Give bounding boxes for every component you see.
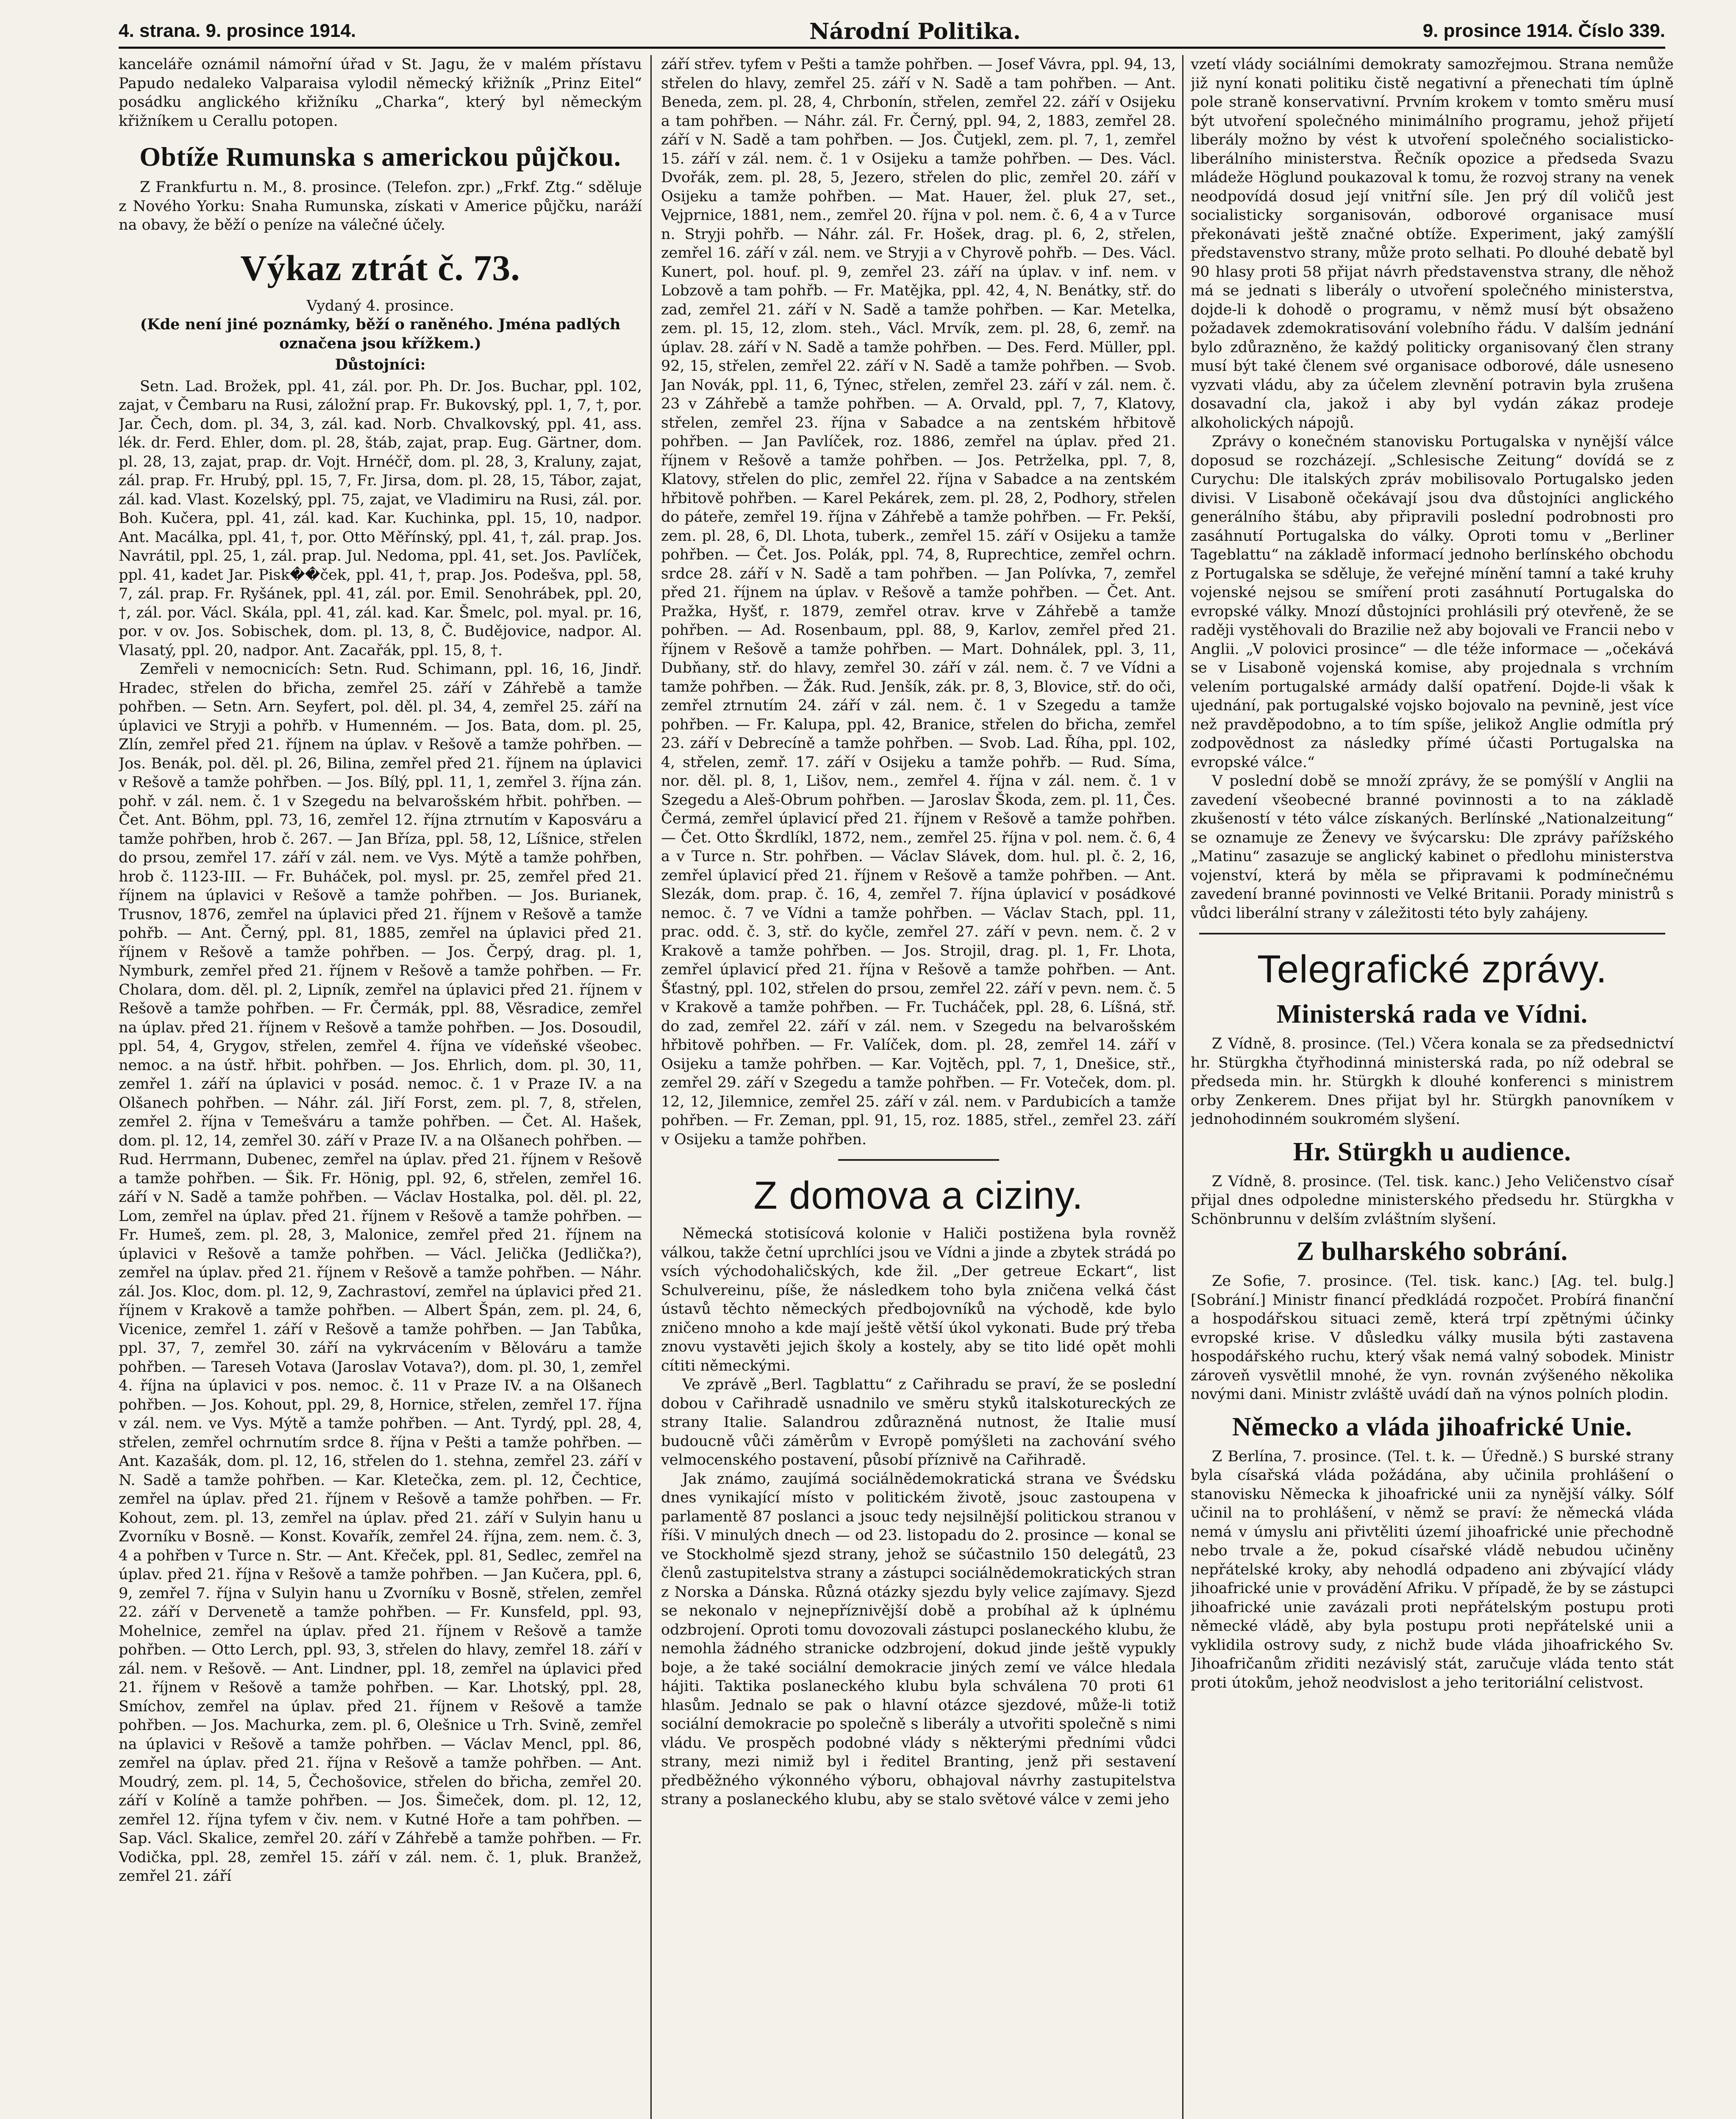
article-paragraph: V poslední době se množí zprávy, že se pomýšlí v Anglii na zavedení všeobecné branné povinnosti a to na základě zkušeností v této válce získaných. Berlínské „Nationalzeitung“ se oznamuje ze Ženevy ve švýcarsku: Dle zprávy pařížského „Matinu“ zasazuje se anglický kabinet o předlohu ministerstva vojenství, která by měla se připravami k podmínečnému zavedení branné povinnosti ve Velké Britanii. Porady ministrů s vůdci liberální strany v záležitosti této byly zahájeny. <box>1191 773 1674 922</box>
article-paragraph: kanceláře oznámil námořní úřad v St. Jagu, že v malém přístavu Papudo nedaleko Valparaisa vylodil německý křižník „Prinz Eitel“ posádku anglického křižníku „Charka“, který byl německým křižníkem u Cerallu potopen. <box>119 56 642 130</box>
article-paragraph: Z Frankfurtu n. M., 8. prosince. (Telefon. zpr.) „Frkf. Ztg.“ sděluje z Nového Yorku: Snaha Rumunska, získati v Americe půjčku, naráží na obavy, že běží o peníze na válečné účely. <box>119 179 642 234</box>
masthead-title: Národní Politika. <box>809 19 1021 44</box>
section-divider <box>838 1159 999 1161</box>
article-heading: Obtíže Rumunska s americkou půjčkou. <box>139 142 621 172</box>
article-paragraph: září střev. tyfem v Pešti a tamže pohřben. — Josef Vávra, ppl. 94, 13, střelen do hlavy, zemřel 25. září v N. Sadě a tam pohřben. — Ant. Beneda, zem. pl. 28, 4, Chrbonín, střelen, zemřel 22. září v Osijeku a tam pohřben. — Náhr. zál. Fr. Černý, ppl. 94, 2, 1883, zemřel 28. září v N. Sadě a tam pohřben. — Jos. Čutjekl, zem. pl. 7, 1, zemřel 15. září v zál. nem. č. 1 v Osijeku a tamže pohřben. — Des. Václ. Dvořák, zem. pl. 28, 5, Jezero, střelen do plic, zemřel 20. září v Osijeku a tamže pohřben. — Mat. Hauer, žel. pluk 27, set., Vejprnice, 1881, nem., zemřel 20. října v pol. nem. č. 6, 4 a v Turce n. Stryji pohřb. — Náhr. zál. Fr. Hošek, drag. pl. 6, 2, střelen, zemřel 16. září v zál. nem. ve Stryji a v Chyrově pohřb. — Des. Václ. Kunert, pol. houf. pl. 9, zemřel 23. září na úplav. v inf. nem. v Lobzově a tam pohřb. — Fr. Matějka, ppl. 42, 4, N. Benátky, stř. do zad, zemřel 21. září v N. Sadě a tamže pohřben. — Kar. Metelka, zem. pl. 15, 12, zlom. steh., Václ. Mrvík, zem. pl. 28, 6, zemř. na úplav. 28. září v N. Sadě a tamže pohřben. — Des. Ferd. Müller, ppl. 92, 15, střelen, zemřel 22. září v N. Sadě a tamže pohřben. — Svob. Jan Novák, ppl. 11, 6, Týnec, střelen, zemřel 23. září v zál. nem. č. 23 v Záhřebě a tamže pohřben. — A. Orvald, ppl. 7, 7, Klatovy, střelen, zemřel 23. října v Sabadce a na zentském hřbitově pohřben. — Jan Pavlíček, roz. 1886, zemřel na úplav. před 21. říjnem v Rešově a tamže pohřben. — Jos. Petrželka, ppl. 7, 8, Klatovy, střelen do plic, zemřel 22. října v Sabadce a na zentském hřbitově pohřben. — Karel Pekárek, zem. pl. 28, 2, Podhory, střelen do páteře, zemřel 19. října v Záhřebě a tamže pohřben. — Fr. Pekší, zem. pl. 28, 6, Dl. Lhota, tuberk., zemřel 15. září v Osijeku a tamže pohřben. — Čet. Jos. Polák, ppl. 74, 8, Ruprechtice, zemřel ochrn. srdce 28. září v N. Sadě a tam pohřben. — Jan Polívka, 7, zemřel před 21. říjnem na úplav. v Rešově a tamže pohřben. — Čet. Ant. Pražka, Hyšť, r. 1879, zemřel otrav. krve v Záhřebě a tamže pohřben. — Ad. Rosenbaum, ppl. 88, 9, Karlov, zemřel před 21. říjnem v Rešově a tamže pohřben. — Mart. Dohnálek, ppl. 3, 11, Dubňany, stř. do hlavy, zemřel 30. září v zál. nem. č. 7 ve Vídni a tamže pohřben. — Žák. Rud. Jenšík, zák. pr. 8, 3, Blovice, stř. do oči, zemřel ztrnutím 24. září v zál. nem. č. 1 v Szegedu a tamže pohřben. — Fr. Kalupa, ppl. 42, Branice, střelen do břicha, zemřel 23. září v Debrecíně a tamže pohřben. — Svob. Lad. Říha, ppl. 102, 4, střelen, zemř. 17. září v Osijeku a tamže pohřb. — Rud. Síma, nor. děl. pl. 8, 1, Lišov, nem., zemřel 4. října v zál. nem. č. 1 v Szegedu a Aleš-Obrum pohřben. — Jaroslav Škoda, zem. pl. 11, Čes. Čermá, zemřel úplavicí před 21. říjnem v Rešově a tamže pohřben. — Čet. Otto Škrdlíkl, 1872, nem., zemřel 25. října v pol. nem. č. 6, 4 a v Turce n. Str. pohřben. — Václav Slávek, dom. hul. pl. č. 2, 16, zemřel úplavicí před 21. říjnem v Rešově a tamže pohřben. — Ant. Slezák, dom. prap. č. 16, 4, zemřel 7. října úplavicí v posádkové nemoc. č. 7 ve Vídni a tamže pohřben. — Václav Stach, ppl. 11, prac. odd. č. 3, stř. do kyčle, zemřel 27. září v pevn. nem. č. 2 v Krakově a tamže pohřben. — Jos. Strojil, drag. pl. 1, Fr. Lhota, zemřel úplavicí před 21. října v Rešově a tamže pohřben. — Ant. Šťastný, ppl. 102, střelen do prsou, zemřel 22. září v pevn. nem. č. 5 v Krakově a tamže pohřben. — Fr. Tucháček, ppl. 28, 6. Líšná, stř. do zad, zemřel 22. září v zál. nem. v Szegedu na belvarošském hřbitově pohřben. — Fr. Valíček, dom. pl. 28, zemřel 14. září v Osijeku a tamže pohřben. — Kar. Vojtěch, ppl. 7, 1, Dnešice, stř., zemřel 29. září v Szegedu a tamže pohřben. — Fr. Voteček, dom. pl. 12, 12, Jilemnice, zemřel 25. září v zál. nem. v Pardubicích a tamže pohřben. — Fr. Zeman, ppl. 91, 15, roz. 1885, střel., zemřel 23. září v Osijeku a tamže pohřben. <box>661 56 1176 1148</box>
article-heading: Ministerská rada ve Vídni. <box>1276 1000 1588 1029</box>
section-label: Důstojníci: <box>335 356 426 373</box>
article-paragraph: Ve zprávě „Berl. Tagblattu“ z Cařihradu se praví, že se poslední dobou v Cařihradě usnadnilo ve směru styků italskotureckých ze strany Italie. Salandrou zdůrazněná nutnost, že Italie musí budoucně vůči záměrům v Evropě pomýšleti na zachování svého velmocenského postavení, působí příznivě na Cařihradě. <box>661 1376 1176 1468</box>
article-paragraph: Z Vídně, 8. prosince. (Tel.) Včera konala se za předsednictví hr. Stürgkha čtyřhodinná ministerská rada, po níž odebral se předseda min. hr. Stürgkh k dlouhé konferenci s ministrem orby Zenkerem. Dnes přijat byl hr. Stürgkh panovníkem v jednohodinném soukromém slyšení. <box>1191 1035 1674 1128</box>
article-paragraph: Německá stotisícová kolonie v Haliči postižena byla rovněž válkou, takže četní uprchlíci jsou ve Vídni a jinde a zbytek strádá po vsích východohaličských, kde žil. „Der getreue Eckart“, list Schulvereinu, píše, že následkem toho byla zničena velká část ústavů těchto německých předbojovníků na východě, kde bylo zničeno mnoho a kde mají ještě větší úkol vykonati. Bude prý třeba znovu vystavěti jejich školy a kostely, aby se tito lidé opět mohli cítiti německými. <box>661 1225 1176 1374</box>
column-3 <box>1191 55 1674 2119</box>
section-heading: Telegrafické zprávy. <box>1257 948 1608 991</box>
column-divider <box>1182 55 1183 2119</box>
article-paragraph: Setn. Lad. Brožek, ppl. 41, zál. por. Ph. Dr. Jos. Buchar, ppl. 102, zajat, v Čembaru na Rusi, záložní prap. Fr. Bukovský, ppl. 1, 7, †, por. Jar. Čech, dom. pl. 34, 3, zál. kad. Norb. Chvalkovský, ppl. 41, ass. lék. dr. Ferd. Ehler, dom. pl. 28, štáb, zajat, prap. Eug. Gärtner, dom. pl. 28, 13, zajat, prap. dr. Vojt. Hrnéčř, dom. pl. 28, 3, Kraluny, zajat, zál. prap. Fr. Hrubý, ppl. 15, 7, Fr. Jirsa, dom. pl. 28, 15, Tábor, zajat, zál. kad. Vlast. Kozelský, ppl. 75, zajat, ve Vladimiru na Rusi, zál. por. Boh. Kučera, ppl. 41, zál. kad. Kar. Kuchinka, ppl. 15, 10, nadpor. Ant. Macálka, ppl. 41, †, por. Otto Měřínský, ppl. 41, †, zál. prap. Jos. Navrátil, ppl. 25, 1, zál. prap. Jul. Nedoma, ppl. 41, set. Jos. Pavlíček, ppl. 41, kadet Jar. Pisk��ček, ppl. 41, †, prap. Jos. Podešva, ppl. 58, 7, zál. prap. Fr. Ryšánek, ppl. 41, zál. por. Emil. Senohrábek, ppl. 20, †, zál. por. Václ. Skála, ppl. 41, zál. kad. Kar. Šmelc, pol. myal. pr. 16, por. v ov. Jos. Sobischek, dom. pl. 13, 8, Č. Budějovice, nadpor. Al. Vlasatý, ppl. 20, nadpor. Ant. Zacařák, ppl. 15, 8, †. <box>119 378 642 659</box>
page-header <box>119 17 1665 49</box>
article-heading: Německo a vláda jihoafrické Unie. <box>1232 1412 1632 1441</box>
article-paragraph: Z Berlína, 7. prosince. (Tel. t. k. — Úředně.) S burské strany byla císařská vláda požádána, aby učinila prohlášení o stanovisku Německa k jihoafrické unii za nynější války. Sólf učinil na to prohlášení, v němž se praví: že německá vláda nemá v úmyslu ani přivtěliti území jihoafrické unie přechodně nebo trvale a že, pokud císařské vládě nebudou učiněny nepřátelské kroky, aby nehodlá odpadeno ani zbývající vlády jihoafrické unie v provádění Afriku. V případě, že by se zástupci jihoafrické unie zavázali proti nepřátelským postupu proti německé vládě, aby byla postupu proti nepřátelské unii a vyklidila ostrovy sudy, z nichž bude vláda jihoafrického Sv. Jihoafričanům zřiditi nezávislý stát, zaručuje vláda tento stát proti útokům, jehož neodvislost a jeho teritoriální celistvost. <box>1191 1448 1674 1691</box>
article-heading: Z bulharského sobrání. <box>1296 1237 1568 1266</box>
article-paragraph: Zprávy o konečném stanovisku Portugalska v nynější válce doposud se rozcházejí. „Schlesische Zeitung“ dovídá se z Curychu: Dle italských zpráv mobilisovalo Portugalsko jeden divisi. V Lisaboně očekávají jsou dva důstojníci anglického generálního štábu, aby připravili poslední podrobnosti pro zasáhnutí Portugalska do války. Oproti tomu v „Berliner Tageblattu“ na základě informací jednoho berlínského obchodu z Portugalska se sděluje, že veřejné mínění tamní a také kruhy vojenské nejsou se smíření proti zasáhnutí Portugalska do evropské války. Mnozí důstojníci prohlásili prý otevřeně, že se raději vystěhovali do Brazilie než aby bojovali ve Francii nebo v Anglii. „V polovici prosince“ — dle téže informace — „očekává se v Lisaboně vojenská komise, aby projednala s vrchním velením portugalské armády další opatření. Dojde-li však k ujednání, pak portugalské vojsko bojovalo na pevnině, jest více než pravděpodobno, a to tím spíše, jelikož Anglie odmítla prý zodpovědnost za následky přímé účasti Portugalska na evropské válce.“ <box>1191 433 1674 771</box>
column-divider <box>650 55 652 2119</box>
article-paragraph: vzetí vlády sociálními demokraty samozřejmou. Strana nemůže již nyní konati politiku čistě negativní a přenechati tím úplně pole straně konservativní. Prvním krokem v tomto směru musí být utvoření společného minimálního programu, jehož přijetí liberály možno by vést k utvoření společného socialisticko-liberálního ministerstva. Řečník opozice a předseda Svazu mládeže Höglund poukazoval k tomu, že rozvoj strany na venek neodpovídá dosud její vnitřní síle. Jen prý díl voličů jest socialisticky sorganisován, odborové organisace musí překonávati ještě značné obtíže. Experiment, jaký zamýšlí představenstvo strany, může proto selhati. Po dlouhé debatě byl 90 hlasy proti 58 přijat návrh představenstva strany, dle něhož má se jednati s liberály o utvoření společného ministerstva, dojde-li k dohodě o programu, v němž musí být obsaženo požadavek zdemokratisování volebního řádu. V dalším jednání bylo zdůrazněno, že každý politicky organisovaný člen strany musí být také členem své organisace odborové, dále usneseno vyzvati vládu, aby za účelem zlevnění potravin byla zrušena dosavadní cla, jakož i aby byl vydán zákaz prodeje alkoholických nápojů. <box>1191 56 1674 431</box>
article-date: Vydaný 4. prosince. <box>306 297 454 314</box>
article-heading: Výkaz ztrát č. 73. <box>240 247 520 288</box>
section-divider <box>1199 933 1665 934</box>
article-paragraph: Z Vídně, 8. prosince. (Tel. tisk. kanc.) Jeho Veličenstvo císař přijal dnes odpoledne ministerského předsedu hr. Stürgkha v Schönbrunnu v delším zvláštním slyšení. <box>1191 1173 1674 1228</box>
article-heading: Hr. Stürgkh u audience. <box>1293 1137 1572 1166</box>
article-paragraph: Zemřeli v nemocnicích: Setn. Rud. Schimann, ppl. 16, 16, Jindř. Hradec, střelen do břicha, zemřel 25. září v Záhřebě a tamže pohřben. — Setn. Arn. Seyfert, pol. děl. pl. 34, 4, zemřel 25. září na úplavici ve Stryji a pohřb. v Humenném. — Jos. Bata, dom. pl. 25, Zlín, zemřel před 21. říjnem na úplav. v Rešově a tamže pohřben. — Jos. Benák, pol. děl. pl. 26, Bilina, zemřel před 21. říjnem na úplavici v Rešově a tamže pohřben. — Jos. Bílý, ppl. 11, 1, zemřel 3. října zán. pohř. v zál. nem. č. 1 v Szegedu na belvarošském hřbit. pohřben. — Čet. Ant. Böhm, ppl. 73, 16, zemřel 12. října ztrnutím v Kaposváru a tamže pohřben, hrob č. 267. — Jan Bříza, ppl. 58, 12, Líšnice, střelen do prsou, zemřel 17. září v zál. nem. ve Vys. Mýtě a tamže pohřben, hrob č. 1123-III. — Fr. Buháček, pol. mysl. pr. 25, zemřel před 21. říjnem na úplavici v Rešově a tamže pohřben. — Jos. Burianek, Trusnov, 1876, zemřel na úplavici před 21. říjnem v Rešově a tamže pohřb. — Ant. Černý, ppl. 81, 1885, zemřel na úplavici před 21. říjnem v Rešově a tamže pohřben. — Jos. Čerpý, drag. pl. 1, Nymburk, zemřel před 21. říjnem v Rešově a tamže pohřben. — Fr. Cholara, dom. děl. pl. 2, Lipník, zemřel na úplavici před 21. říjnem v Rešově a tamže pohřben. — Fr. Čermák, ppl. 88, Věsradice, zemřel na úplav. před 21. říjnem v Rešově a tamže pohřben. — Jos. Dosoudil, ppl. 54, 4, Grygov, střelen, zemřel 4. října ve vídeňské všeobec. nemoc. a na ústř. hřbit. pohřben. — Jos. Ehrlich, dom. pl. 30, 11, zemřel 1. září na úplavici v posád. nemoc. č. 1 v Praze IV. a na Olšanech pohřben. — Náhr. zál. Jiří Forst, zem. pl. 7, 8, střelen, zemřel 2. října v Temešváru a tamže pohřben. — Čet. Al. Hašek, dom. pl. 12, 14, zemřel 30. září v Praze IV. a na Olšanech pohřben. — Rud. Herrmann, Dubenec, zemřel na úplav. před 21. říjnem v Rešově a tamže pohřben. — Šik. Fr. Hönig, ppl. 92, 6, střelen, zemřel 16. září v N. Sadě a tamže pohřben. — Václav Hostalka, pol. děl. pl. 22, Lom, zemřel na úplav. před 21. říjnem v Rešově a tamže pohřben. — Fr. Humeš, zem. pl. 28, 3, Malonice, zemřel před 21. říjnem na úplavici v Rešově a tamže pohřben. — Václ. Jelička (Jedlička?), zemřel na úplav. před 21. říjnem v Rešově a tamže pohřben. — Náhr. zál. Jos. Kloc, dom. pl. 12, 9, Zachrastoví, zemřel na úplavici před 21. říjnem v Krakově a tamže pohřben. — Albert Špán, zem. pl. 24, 6, Vicenice, zemřel 1. září v Rešově a tamže pohřben. — Jan Tabůka, ppl. 37, 7, zemřel 30. září na vykrvácením v Bělováru a tamže pohřben. — Tareseh Votava (Jaroslav Votava?), dom. pl. 30, 1, zemřel 4. října na úplavici v pos. nemoc. č. 11 v Praze IV. a na Olšanech pohřben. — Jos. Kohout, ppl. 29, 8, Hornice, střelen, zemřel 17. října v zál. nem. ve Vys. Mýtě a tamže pohřben. — Ant. Tyrdý, ppl. 28, 4, střelen, zemřel ochrnutím srdce 8. října v Pešti a tamže pohřben. — Ant. Kazašák, dom. pl. 12, 16, střelen do 1. stehna, zemřel 23. září v N. Sadě a tamže pohřben. — Kar. Kletečka, zem. pl. 12, Čechtice, zemřel na úplav. před 21. říjnem v Rešově a tamže pohřben. — Fr. Kohout, zem. pl. 13, zemřel na úplav. před 21. září v Sulyin hanu u Zvorníku v Bosně. — Konst. Kovařík, zemřel 24. října, zem. nem. č. 3, 4 a pohřben v Turce n. Str. — Ant. Křeček, ppl. 81, Sedlec, zemřel na úplav. před 21. října v Rešově a tamže pohřben. — Jan Kučera, ppl. 6, 9, zemřel 7. října v Sulyin hanu u Zvorníku v Bosně, střelen, zemřel 22. září v Dervenetě a tamže pohřben. — Fr. Kunsfeld, ppl. 93, Mohelnice, zemřel na úplav. před 21. říjnem v Rešově a tamže pohřben. — Otto Lerch, ppl. 93, 3, střelen do hlavy, zemřel 18. září v zál. nem. v Rešově. — Ant. Lindner, ppl. 18, zemřel na úplavici před 21. říjnem v Rešově a tamže pohřben. — Kar. Lhotský, ppl. 28, Smíchov, zemřel na úplav. před 21. říjnem v Rešově a tamže pohřben. — Jos. Machurka, zem. pl. 6, Olešnice u Trh. Svině, zemřel na úplavici v Rešově a tamže pohřben. — Václav Mencl, ppl. 86, zemřel na úplav. před 21. října v Rešově a tamže pohřben. — Ant. Moudrý, zem. pl. 14, 5, Čechošovice, střelen do břicha, zemřel 20. září v Kolíně a tamže pohřben. — Jos. Šimeček, dom. pl. 12, 12, zemřel 12. října tyfem v čiv. nem. v Kutné Hoře a tam pohřben. — Sap. Václ. Skalice, zemřel 20. září v Záhřebě a tamže pohřben. — Fr. Vodička, ppl. 28, zemřel 15. září v zál. nem. č. 1, pluk. Branžež, zemřel 21. září <box>119 661 642 1885</box>
column-2 <box>661 55 1176 2119</box>
article-note: (Kde není jiné poznámky, běží o raněného. Jména padlých označena jsou křížkem.) <box>140 316 621 352</box>
header-issue-info: 9. prosince 1914. Číslo 339. <box>1422 20 1665 41</box>
article-paragraph: Ze Sofie, 7. prosince. (Tel. tisk. kanc.) [Ag. tel. bulg.] [Sobrání.] Ministr financí předkládá rozpočet. Probírá finanční a hospodářskou situaci země, která trpí zpětnými účinky evropské krise. V důsledku války musila býti zastavena hospodářského ruchu, který však nemá valný sobodek. Ministr zároveň vysvětlil mnohé, že vyn. rovnán zvýšeného několika novými dani. Ministr zvláště uvádí daň na výnos polních plodin. <box>1191 1273 1674 1403</box>
section-heading: Z domova a ciziny. <box>753 1174 1083 1217</box>
article-paragraph: Jak známo, zaujímá sociálnědemokratická strana ve Švédsku dnes vynikající místo v politickém životě, jsouc zastoupena v parlamentě 87 poslanci a jsouc tedy nejsilnější politickou stranou v říši. V minulých dnech — od 23. listopadu do 2. prosince — konal se ve Stockholmě sjezd strany, jehož se súčastnilo 150 delegátů, 23 členů zastupitelstva strany a zástupci sociálnědemokratických stran z Norska a Dánska. Různá otázky sjezdu byly velice zajímavy. Sjezd se nekonalo v nejnepříznivější době a probíhal až k úplnému odzbrojení. Oproti tomu dovozovali zástupci poslaneckého klubu, že nemohla žádného stranicke odzbrojení, dokud jinde ještě vypukly boje, a že také sociální demokracie jiných zemí ve válce hledala hájiti. Taktika poslaneckého klubu byla schválena 70 proti 61 hlasům. Jednalo se pak o hlavní otázce sjezdové, může-li totiž sociální demokracie po společně s liberály a utvořiti společně s nimi vládu. Ve prospěch podobné vlády s některými předními vůdci strany, mezi nimiž byl i ředitel Branting, jenž při sestavení předběžného výkonného výboru, obhajoval návrhy zastupitelstva strany a poslaneckého klubu, aby se stalo světové válce v zemi jeho <box>661 1470 1176 1808</box>
header-page-info: 4. strana. 9. prosince 1914. <box>119 20 356 41</box>
column-1 <box>119 55 642 2119</box>
